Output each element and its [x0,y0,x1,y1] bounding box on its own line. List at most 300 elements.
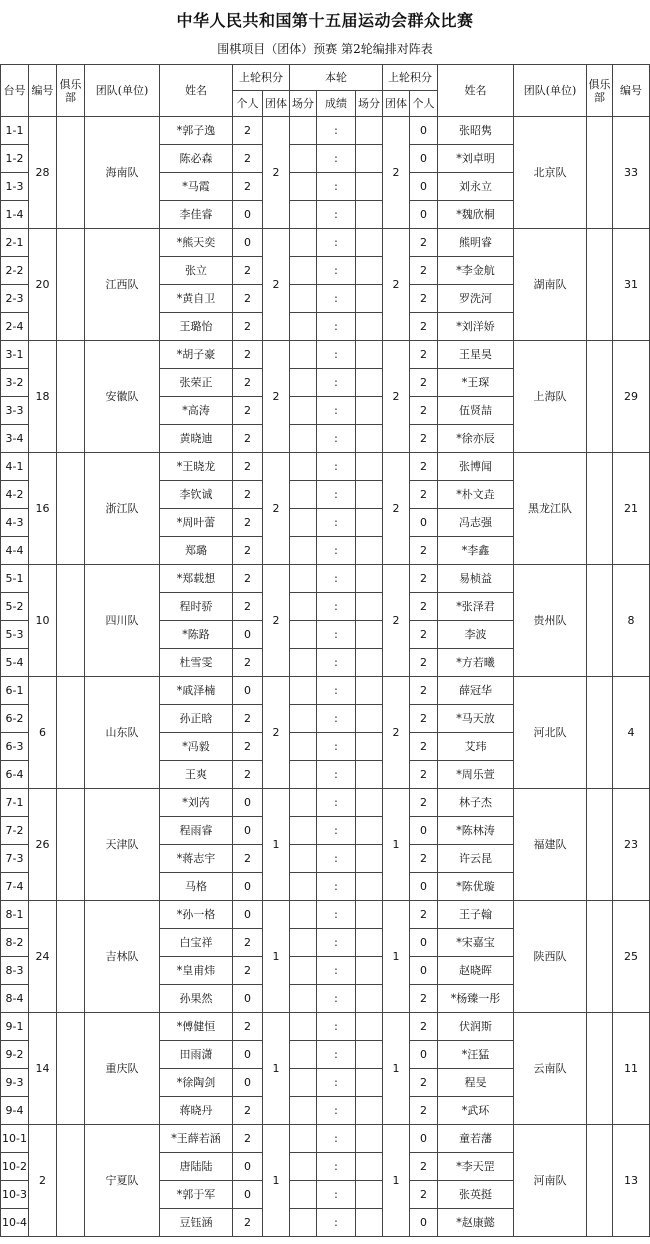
board-number: 8-1 [1,901,29,929]
left-player-score: 2 [233,593,263,621]
left-player-name: *郭于军 [160,1181,233,1209]
right-player-score: 0 [410,1125,438,1153]
right-team-number: 29 [613,341,650,453]
left-team-score: 2 [263,229,290,341]
right-match-points [356,1097,383,1125]
left-match-points [290,425,317,453]
right-team-number: 31 [613,229,650,341]
left-player-name: *马霞 [160,173,233,201]
right-player-score: 0 [410,1209,438,1237]
board-number: 6-2 [1,705,29,733]
header-club-left: 俱乐部 [57,65,85,117]
left-player-name: 郑璐 [160,537,233,565]
board-number: 6-4 [1,761,29,789]
left-match-points [290,1153,317,1181]
left-team-name: 浙江队 [85,453,160,565]
right-player-name: *赵康懿 [438,1209,514,1237]
table-row [1,677,650,705]
right-player-score: 2 [410,593,438,621]
right-match-points [356,901,383,929]
table-body [1,117,650,1237]
header-name-left: 姓名 [160,65,233,117]
right-team-name: 河南队 [514,1125,587,1237]
left-team-number: 10 [29,565,57,677]
left-player-name: *高涛 [160,397,233,425]
right-player-name: *刘卓明 [438,145,514,173]
left-match-points [290,985,317,1013]
header-number-right: 编号 [613,65,650,117]
left-player-score: 0 [233,229,263,257]
right-match-points [356,817,383,845]
right-player-name: *朴文垚 [438,481,514,509]
game-result: : [317,425,356,453]
right-match-points [356,929,383,957]
game-result: : [317,593,356,621]
left-player-name: 陈必森 [160,145,233,173]
right-match-points [356,733,383,761]
header-team-score-right: 团体 [383,91,410,117]
left-team-score: 2 [263,453,290,565]
board-number: 5-2 [1,593,29,621]
left-player-name: *郭子逸 [160,117,233,145]
game-result: : [317,509,356,537]
right-match-points [356,957,383,985]
game-result: : [317,1097,356,1125]
left-player-score: 2 [233,313,263,341]
right-player-name: *宋嘉宝 [438,929,514,957]
left-club [57,901,85,1013]
right-club [587,341,613,453]
right-team-score: 1 [383,901,410,1013]
game-result: : [317,1125,356,1153]
left-team-number: 6 [29,677,57,789]
left-player-score: 2 [233,565,263,593]
right-club [587,789,613,901]
left-player-score: 2 [233,285,263,313]
left-match-points [290,145,317,173]
right-player-score: 0 [410,1041,438,1069]
board-number: 2-2 [1,257,29,285]
game-result: : [317,117,356,145]
right-match-points [356,789,383,817]
left-player-name: *陈路 [160,621,233,649]
left-player-name: *孙一格 [160,901,233,929]
right-player-name: *杨臻一彤 [438,985,514,1013]
right-match-points [356,229,383,257]
right-player-name: *张泽君 [438,593,514,621]
table-row [1,565,650,593]
left-match-points [290,537,317,565]
board-number: 10-3 [1,1181,29,1209]
left-match-points [290,1013,317,1041]
right-player-score: 2 [410,761,438,789]
left-player-name: 田雨潇 [160,1041,233,1069]
right-player-score: 0 [410,201,438,229]
right-match-points [356,425,383,453]
game-result: : [317,929,356,957]
game-result: : [317,957,356,985]
right-match-points [356,1069,383,1097]
board-number: 1-4 [1,201,29,229]
right-match-points [356,1125,383,1153]
right-player-score: 2 [410,649,438,677]
header-number-left: 编号 [29,65,57,117]
right-player-score: 2 [410,285,438,313]
right-team-name: 上海队 [514,341,587,453]
right-team-name: 福建队 [514,789,587,901]
header-individual-left: 个人 [233,91,263,117]
left-player-score: 0 [233,901,263,929]
pairing-table [0,64,650,1237]
left-team-score: 1 [263,1125,290,1237]
right-player-score: 0 [410,957,438,985]
left-match-points [290,1069,317,1097]
game-result: : [317,1069,356,1097]
left-team-score: 1 [263,789,290,901]
table-row [1,229,650,257]
header-club-right: 俱乐部 [587,65,613,117]
left-player-score: 0 [233,817,263,845]
left-team-score: 2 [263,565,290,677]
game-result: : [317,145,356,173]
left-player-name: 王璐怡 [160,313,233,341]
board-number: 8-2 [1,929,29,957]
board-number: 4-3 [1,509,29,537]
right-match-points [356,705,383,733]
left-player-name: 王爽 [160,761,233,789]
left-team-score: 2 [263,341,290,453]
right-match-points [356,621,383,649]
left-club [57,117,85,229]
right-match-points [356,173,383,201]
left-match-points [290,957,317,985]
right-player-name: 艾玮 [438,733,514,761]
left-team-score: 1 [263,1013,290,1125]
left-player-name: 李钦诚 [160,481,233,509]
board-number: 7-4 [1,873,29,901]
left-player-name: *蒋志宇 [160,845,233,873]
left-team-number: 18 [29,341,57,453]
left-team-name: 宁夏队 [85,1125,160,1237]
left-match-points [290,649,317,677]
left-player-score: 2 [233,929,263,957]
left-player-score: 2 [233,397,263,425]
left-player-score: 2 [233,481,263,509]
right-player-name: 张英挺 [438,1181,514,1209]
left-player-name: *王薛若涵 [160,1125,233,1153]
board-number: 10-4 [1,1209,29,1237]
right-match-points [356,257,383,285]
left-player-score: 2 [233,145,263,173]
game-result: : [317,705,356,733]
right-player-name: *李鑫 [438,537,514,565]
left-match-points [290,789,317,817]
left-match-points [290,201,317,229]
left-player-name: 李佳睿 [160,201,233,229]
right-player-name: 张昭隽 [438,117,514,145]
left-team-number: 24 [29,901,57,1013]
header-prev-score-right: 上轮积分 [383,65,438,91]
left-player-score: 2 [233,1209,263,1237]
left-player-score: 2 [233,1097,263,1125]
right-team-number: 13 [613,1125,650,1237]
left-match-points [290,1209,317,1237]
left-player-name: *胡子豪 [160,341,233,369]
game-result: : [317,313,356,341]
board-number: 7-2 [1,817,29,845]
left-team-number: 14 [29,1013,57,1125]
left-player-score: 2 [233,341,263,369]
left-team-score: 1 [263,901,290,1013]
right-player-name: 林子杰 [438,789,514,817]
right-player-name: *王琛 [438,369,514,397]
game-result: : [317,817,356,845]
right-team-number: 11 [613,1013,650,1125]
left-match-points [290,509,317,537]
right-player-score: 2 [410,1013,438,1041]
right-player-score: 2 [410,257,438,285]
right-player-score: 0 [410,817,438,845]
left-player-score: 2 [233,761,263,789]
board-number: 9-1 [1,1013,29,1041]
board-number: 9-3 [1,1069,29,1097]
page-subtitle: 围棋项目（团体）预赛 第2轮编排对阵表 [217,42,433,56]
right-player-score: 2 [410,369,438,397]
right-player-score: 0 [410,173,438,201]
left-club [57,789,85,901]
game-result: : [317,677,356,705]
game-result: : [317,873,356,901]
right-match-points [356,341,383,369]
board-number: 3-1 [1,341,29,369]
right-player-name: 刘永立 [438,173,514,201]
right-player-name: 张博闻 [438,453,514,481]
left-player-name: 杜雪雯 [160,649,233,677]
right-player-name: 罗洗河 [438,285,514,313]
game-result: : [317,1181,356,1209]
left-player-score: 2 [233,537,263,565]
left-club [57,453,85,565]
left-player-score: 0 [233,1069,263,1097]
right-match-points [356,873,383,901]
right-player-name: 易桢益 [438,565,514,593]
right-player-score: 2 [410,901,438,929]
right-player-name: *方若曦 [438,649,514,677]
header-individual-right: 个人 [410,91,438,117]
board-number: 10-2 [1,1153,29,1181]
left-match-points [290,901,317,929]
table-header [1,65,650,117]
left-match-points [290,453,317,481]
left-player-score: 0 [233,201,263,229]
board-number: 2-4 [1,313,29,341]
right-team-number: 8 [613,565,650,677]
board-number: 5-1 [1,565,29,593]
right-player-name: 李波 [438,621,514,649]
left-club [57,341,85,453]
left-player-score: 0 [233,789,263,817]
left-player-score: 0 [233,677,263,705]
game-result: : [317,1153,356,1181]
right-team-name: 北京队 [514,117,587,229]
left-player-name: 马格 [160,873,233,901]
right-match-points [356,677,383,705]
game-result: : [317,761,356,789]
right-player-name: *马天放 [438,705,514,733]
header-prev-score-left: 上轮积分 [233,65,290,91]
right-team-name: 黑龙江队 [514,453,587,565]
table-row [1,453,650,481]
game-result: : [317,985,356,1013]
game-result: : [317,733,356,761]
board-number: 4-1 [1,453,29,481]
table-row [1,901,650,929]
left-match-points [290,929,317,957]
left-match-points [290,873,317,901]
left-player-name: 张立 [160,257,233,285]
right-match-points [356,985,383,1013]
board-number: 5-3 [1,621,29,649]
board-number: 2-1 [1,229,29,257]
left-player-name: 黄晓迪 [160,425,233,453]
right-match-points [356,1013,383,1041]
left-team-number: 16 [29,453,57,565]
board-number: 6-1 [1,677,29,705]
left-team-name: 四川队 [85,565,160,677]
right-team-name: 陕西队 [514,901,587,1013]
right-team-score: 2 [383,677,410,789]
right-club [587,565,613,677]
right-match-points [356,1181,383,1209]
right-team-number: 4 [613,677,650,789]
left-match-points [290,817,317,845]
board-number: 8-3 [1,957,29,985]
left-player-score: 2 [233,733,263,761]
right-club [587,1013,613,1125]
game-result: : [317,649,356,677]
left-player-name: *王晓龙 [160,453,233,481]
right-club [587,901,613,1013]
game-result: : [317,565,356,593]
table-row [1,1013,650,1041]
right-player-name: 王星昊 [438,341,514,369]
right-player-score: 0 [410,117,438,145]
right-team-number: 21 [613,453,650,565]
right-team-score: 2 [383,341,410,453]
left-player-name: *黄自卫 [160,285,233,313]
right-player-score: 2 [410,621,438,649]
right-team-score: 1 [383,1125,410,1237]
left-player-name: 豆钰涵 [160,1209,233,1237]
left-team-number: 20 [29,229,57,341]
right-player-score: 2 [410,313,438,341]
game-result: : [317,537,356,565]
left-player-name: *徐陶剑 [160,1069,233,1097]
left-player-name: *熊天奕 [160,229,233,257]
left-club [57,229,85,341]
right-match-points [356,145,383,173]
left-player-score: 2 [233,845,263,873]
game-result: : [317,229,356,257]
right-team-name: 云南队 [514,1013,587,1125]
right-player-score: 2 [410,397,438,425]
right-player-name: *汪猛 [438,1041,514,1069]
right-team-score: 1 [383,1013,410,1125]
left-team-name: 安徽队 [85,341,160,453]
left-player-score: 2 [233,425,263,453]
board-number: 9-2 [1,1041,29,1069]
right-player-score: 0 [410,145,438,173]
right-player-score: 2 [410,229,438,257]
right-player-score: 2 [410,425,438,453]
right-player-name: 伏润斯 [438,1013,514,1041]
right-player-name: *徐亦辰 [438,425,514,453]
left-match-points [290,481,317,509]
right-match-points [356,593,383,621]
left-player-score: 2 [233,1013,263,1041]
right-player-score: 2 [410,1097,438,1125]
right-match-points [356,285,383,313]
table-row [1,1125,650,1153]
left-team-number: 2 [29,1125,57,1237]
board-number: 10-1 [1,1125,29,1153]
left-team-number: 28 [29,117,57,229]
right-match-points [356,397,383,425]
left-player-name: 程雨睿 [160,817,233,845]
right-team-score: 2 [383,117,410,229]
board-number: 6-3 [1,733,29,761]
left-player-score: 2 [233,705,263,733]
left-player-score: 0 [233,873,263,901]
left-player-name: *傅健恒 [160,1013,233,1041]
left-match-points [290,1097,317,1125]
left-player-score: 2 [233,369,263,397]
right-match-points [356,1209,383,1237]
game-result: : [317,397,356,425]
right-player-score: 2 [410,341,438,369]
right-player-name: *武环 [438,1097,514,1125]
left-match-points [290,593,317,621]
right-match-points [356,369,383,397]
right-player-name: 赵晓晖 [438,957,514,985]
right-match-points [356,481,383,509]
left-team-name: 重庆队 [85,1013,160,1125]
left-player-name: *郑载想 [160,565,233,593]
game-result: : [317,173,356,201]
right-player-score: 2 [410,789,438,817]
left-player-name: *戚泽楠 [160,677,233,705]
left-team-name: 山东队 [85,677,160,789]
right-player-score: 2 [410,1181,438,1209]
header-match-pts-left: 场分 [290,91,317,117]
right-match-points [356,117,383,145]
left-match-points [290,1041,317,1069]
right-player-name: 程旻 [438,1069,514,1097]
right-match-points [356,313,383,341]
right-player-name: *陈优璇 [438,873,514,901]
right-match-points [356,509,383,537]
right-player-name: 王子翰 [438,901,514,929]
left-match-points [290,397,317,425]
header-match-pts-right: 场分 [356,91,383,117]
left-match-points [290,1125,317,1153]
game-result: : [317,369,356,397]
left-player-name: *刘芮 [160,789,233,817]
right-player-score: 2 [410,985,438,1013]
right-player-name: *刘洋娇 [438,313,514,341]
right-match-points [356,845,383,873]
table-row [1,341,650,369]
